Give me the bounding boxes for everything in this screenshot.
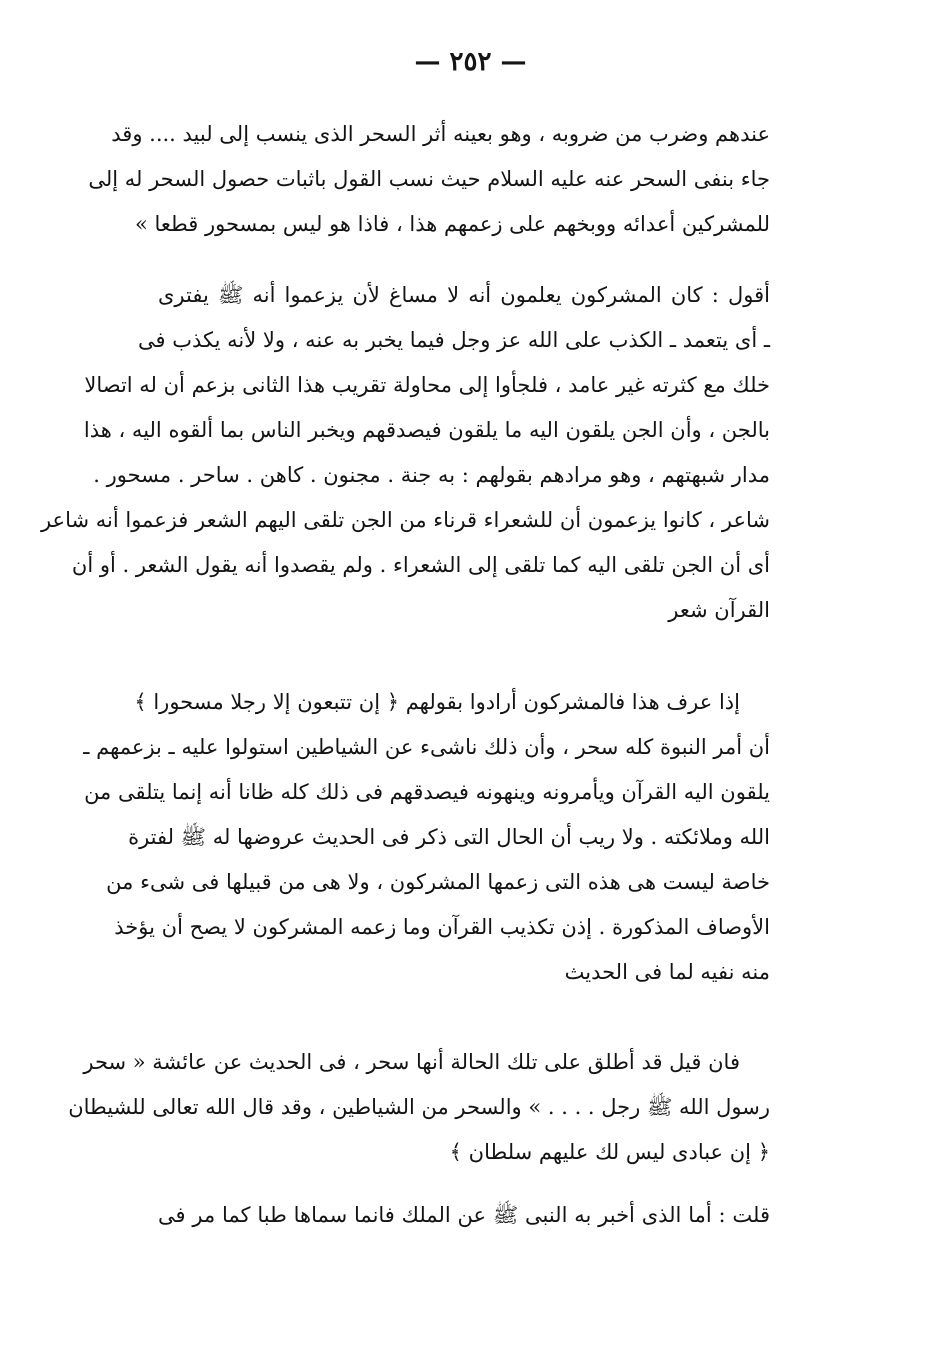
text-line: جاء بنفى السحر عنه عليه السلام حيث نسب القول باثبات حصول السحر له إلى bbox=[88, 167, 770, 191]
text-line: شاعر ، كانوا يزعمون أن للشعراء قرناء من الجن تلقى اليهم الشعر فزعموا أنه شاعر bbox=[40, 508, 770, 532]
text-line: خلك مع كثرته غير عامد ، فلجأوا إلى محاولة تقريب هذا الثانى بزعم أن له اتصالا bbox=[84, 373, 770, 397]
text-line: بالجن ، وأن الجن يلقون اليه ما يلقون فيصدقهم ويخبر الناس بما ألقوه اليه ، هذا bbox=[83, 418, 770, 442]
text-line: قلت : أما الذى أخبر به النبى ﷺ عن الملك فانما سماها طبا كما مر فى bbox=[158, 1203, 770, 1227]
text-line: للمشركين أعدائه ووبخهم على زعمهم هذا ، فاذا هو ليس بمسحور قطعا » bbox=[134, 212, 770, 236]
text-line: رسول الله ﷺ رجل . . . . » والسحر من الشياطين ، وقد قال الله تعالى للشيطان bbox=[68, 1095, 770, 1119]
text-line: ﴿ إن عبادى ليس لك عليهم سلطان ﴾ bbox=[449, 1140, 770, 1164]
text-line: ـ أى يتعمد ـ الكذب على الله عز وجل فيما يخبر به عنه ، ولا لأنه يكذب فى bbox=[138, 328, 770, 352]
text-line: فان قيل قد أطلق على تلك الحالة أنها سحر ، فى الحديث عن عائشة « سحر bbox=[83, 1050, 740, 1074]
text-line: أقول : كان المشركون يعلمون أنه لا مساغ لأن يزعموا أنه ﷺ يفترى bbox=[158, 283, 770, 307]
text-line: يلقون اليه القرآن ويأمرونه وينهونه فيصدقهم فى ذلك كله ظانا أنه إنما يتلقى من bbox=[84, 780, 770, 804]
text-line: الله وملائكته . ولا ريب أن الحال التى ذكر فى الحديث عروضها له ﷺ لفترة bbox=[128, 825, 770, 849]
text-line: خاصة ليست هى هذه التى زعمها المشركون ، ولا هى من قبيلها فى شىء من bbox=[106, 870, 770, 894]
page-number: — ٢٥٢ — bbox=[414, 47, 527, 77]
paragraph-4 bbox=[68, 1040, 770, 1175]
text-line: مدار شبهتهم ، وهو مرادهم بقولهم : به جنة . مجنون . كاهن . ساحر . مسحور . bbox=[93, 463, 770, 487]
paragraph-2 bbox=[40, 273, 770, 633]
text-line: إذا عرف هذا فالمشركون أرادوا بقولهم ﴿ إن تتبعون إلا رجلا مسحورا ﴾ bbox=[134, 690, 740, 714]
text-line: القرآن شعر bbox=[668, 598, 770, 622]
paragraph-5 bbox=[158, 1193, 770, 1238]
paragraph-1 bbox=[88, 112, 770, 247]
text-line: عندهم وضرب من ضروبه ، وهو بعينه أثر السحر الذى ينسب إلى لبيد .... وقد bbox=[111, 122, 770, 146]
paragraph-3 bbox=[83, 680, 770, 995]
text-line: منه نفيه لما فى الحديث bbox=[564, 960, 770, 984]
text-line: أن أمر النبوة كله سحر ، وأن ذلك ناشىء عن الشياطين استولوا عليه ـ بزعمهم ـ bbox=[83, 735, 770, 759]
text-line: أى أن الجن تلقى اليه كما تلقى إلى الشعراء . ولم يقصدوا أنه يقول الشعر . أو أن bbox=[71, 553, 770, 577]
text-line: الأوصاف المذكورة . إذن تكذيب القرآن وما زعمه المشركون لا يصح أن يؤخذ bbox=[114, 915, 770, 939]
